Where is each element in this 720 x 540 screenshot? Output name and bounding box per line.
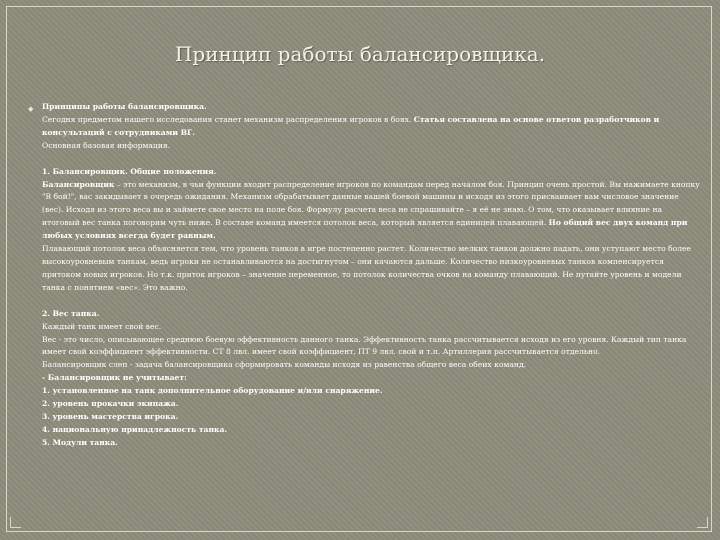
section1-heading: 1. Балансировщик. Общие положения. [42, 166, 217, 176]
section2-heading: 2. Вес танка. [42, 308, 100, 318]
diamond-bullet-icon: ◆ [28, 105, 34, 113]
section2-bold-line: 3. уровень мастерства игрока. [42, 411, 179, 421]
frame-corner-right [697, 517, 708, 528]
section2-bold-line: 5. Модули танка. [42, 437, 118, 447]
section2-bold-line: 2. уровень прокачки экипажа. [42, 399, 179, 409]
section2-bold-line: 4. национальную принадлежность танка. [42, 424, 228, 434]
section2-bold-line: 1. установленное на танк дополнительное оборудование и/или снаряжение. [42, 386, 383, 396]
frame-corner-left [10, 517, 21, 528]
intro-line2: Основная базовая информация. [42, 140, 171, 150]
intro-line1: Сегодня предметом нашего исследования станет механизм распределения игроков в боях. Статья составлена на основе ответов разработчиков и консультаций с сотрудниками ВГ. [42, 114, 660, 137]
slide-title: Принцип работы балансировщика. [174, 42, 546, 66]
section2-bold-line: - Балансировщик не учитывает: [42, 373, 187, 383]
section2-line: Каждый танк имеет свой вес. [42, 321, 162, 331]
section2-line: Балансировщик слеп - задача балансировщика сформировать команды исходя из равенства общего веса обеих команд. [42, 360, 527, 370]
intro-heading: Принципы работы балансировщика. [42, 102, 207, 111]
slide-content [28, 101, 702, 450]
section1-paragraph1: Балансировщик – это механизм, в чьи функции входит распределение игроков по командам перед началом боя. Принцип очень простой. Вы нажимаете кнопку "В бой!", вас закидывает в очередь ожидания. Механизм обрабатывает данные вашей боевой машины и исходя из этого присваивает вам числовое значение (вес). Исходя из этого веса вы и займете свое место на поле боя. Формулу расчета веса не спрашивайте – я её не знаю. О том, что оказывает влияние на итоговый вес танка поговорим чуть ниже. В составе команд имеется потолок веса, который является единицей плавающей. Но общий вес двух команд при любых условиях всегда будет равным. [42, 179, 700, 241]
section2-line: Вес - это число, описывающее среднюю боевую эффективность данного танка. Эффективность танка рассчитывается исходя из его уровня. Каждый тип танка имеет свой коэффициент эффективности. СТ 8 лвл. имеет свой коэффициент, ПТ 9 лвл. свой и т.п. Артиллерия рассчитывается отдельно. [42, 334, 687, 357]
section1-paragraph2: Плавающий потолок веса объясняется тем, что уровень танков в игре постепенно растет. Количество мелких танков должно падать, они уступают место более высокоуровневым танкам, ведь игроки не останавливаются на достигнутом – они качаются дальше. Количество низкоуровневых танков компенсируется притоком новых игроков. Но т.к. приток игроков – значение переменное, то потолок количества очков на команду плавающий. Не путайте уровень и модели танка с понятием «вес». Это важно. [42, 244, 692, 292]
